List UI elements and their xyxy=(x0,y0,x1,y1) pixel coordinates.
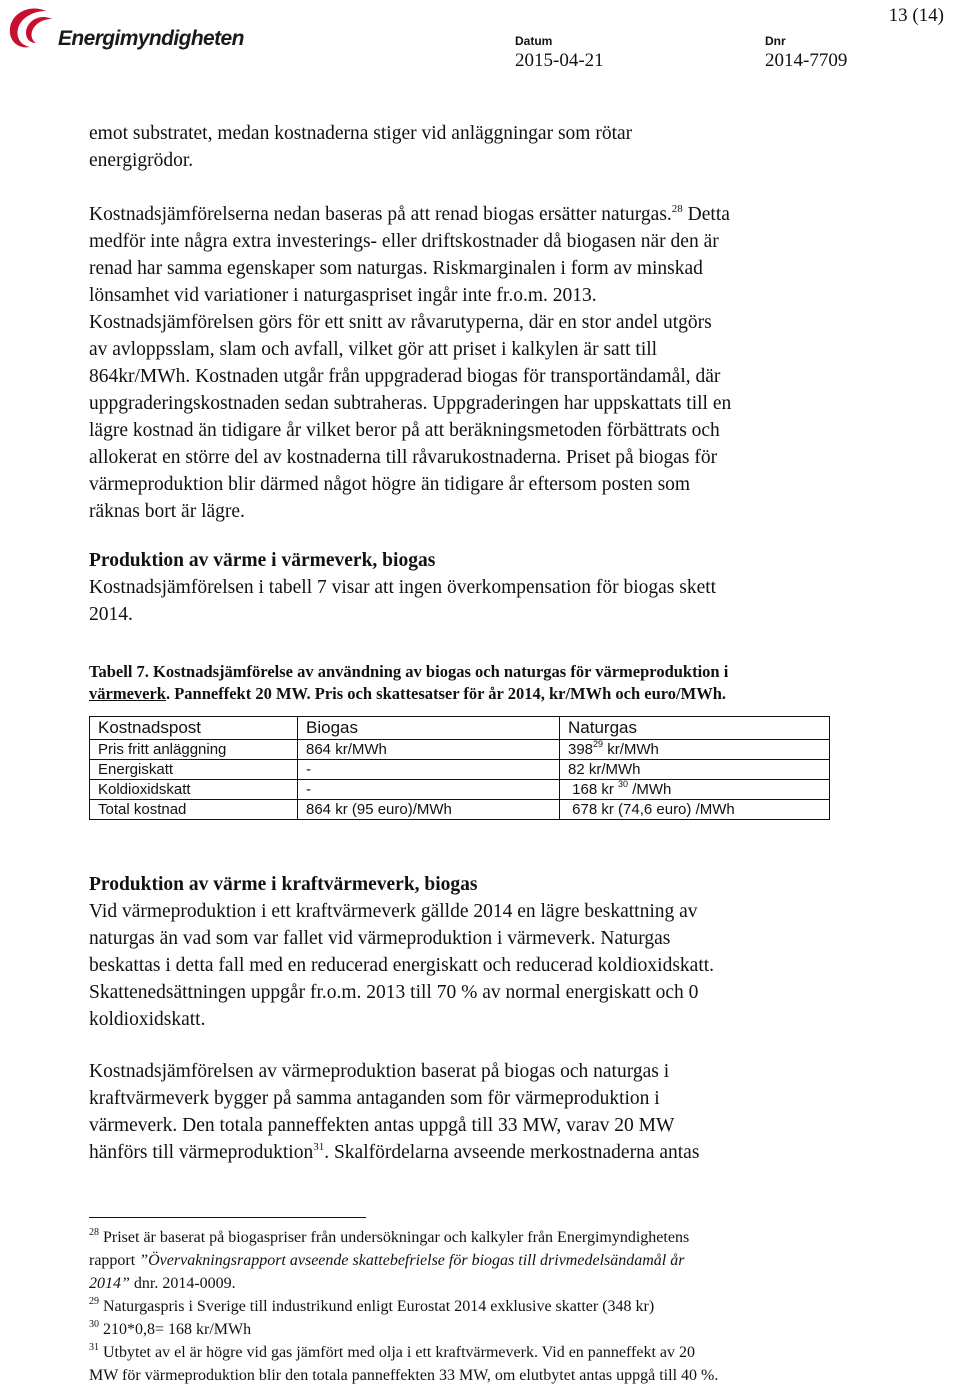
footnotes: $^{28}$ Priset är baserat på biogaspriser från undersökningar och kalkyler från Energimyndighetens rapport ”Övervakningsrapport avseende skattebefrielse för biogas till drivmedelsändamål år 2014” dnr. 2014-0009. $^{29}$ Naturgaspris i Sverige till industrikund enligt Eurostat 2014 exklusive skatter (348 kr) $^{30}$ 210*0,8= 168 kr/MWh $^{31}$ Utbytet av el är högre vid gas jämfört med olja i ett kraftvärmeverk. Vid en panneffekt av 20 MW för värmeproduktion blir den totala panneffekten 33 MW, om elutbytet antas uppgå till 40 %. xyxy=(89,1226,879,1387)
table-row: Pris fritt anläggning 864 kr/MWh $398^{29}$ kr/MWh xyxy=(90,740,830,760)
footnote-30: $^{30}$ 210*0,8= 168 kr/MWh xyxy=(89,1319,252,1338)
footnote-ref-31: 31 xyxy=(313,1141,325,1153)
paragraph-kraftvarme-assumptions: Kostnadsjämförelsen av värmeproduktion baserat på biogas och naturgas i kraftvärmeverk bygger på samma antaganden som för värmeproduktion i värmeverk. Den totala panneffekten antas uppgå till 33 MW, varav 20 MW hänförs till värmeproduktion$^{31}$. Skalfördelarna avseende merkostnaderna antas xyxy=(89,1061,700,1163)
logo-swoosh-icon xyxy=(6,5,58,51)
section-heading: Produktion av värme i värmeverk, biogas xyxy=(89,550,436,571)
table-row: Koldioxidskatt - 168 kr $^{30}$ /MWh xyxy=(90,780,830,800)
date-value: 2015-04-21 xyxy=(515,50,604,71)
date-label: Datum xyxy=(515,34,553,48)
table-header: Kostnadspost xyxy=(90,717,298,740)
logo-text: Energimyndigheten xyxy=(58,27,244,50)
footnote-divider xyxy=(89,1217,366,1218)
footnote-28: $^{28}$ Priset är baserat på biogaspriser från undersökningar och kalkyler från Energimyndighetens xyxy=(89,1227,690,1246)
cost-table xyxy=(89,716,830,820)
table-row: Total kostnad 864 kr (95 euro)/MWh 678 kr (74,6 euro) /MWh xyxy=(90,800,830,820)
footnote-31: $^{31}$ Utbytet av el är högre vid gas jämfört med olja i ett kraftvärmeverk. Vid en panneffekt av 20 xyxy=(89,1342,696,1361)
table-header: Naturgas xyxy=(560,717,830,740)
table-header-row xyxy=(90,717,830,740)
section-heading: Produktion av värme i kraftvärmeverk, biogas xyxy=(89,874,478,895)
section-varmeverk: Produktion av värme i värmeverk, biogas Kostnadsjämförelsen i tabell 7 visar att ingen överkompensation för biogas skett 2014. xyxy=(89,547,879,628)
table-caption: Tabell 7. Kostnadsjämförelse av användning av biogas och naturgas för värmeproduktion i värmeverk. Panneffekt 20 MW. Pris och skattesatser för år 2014, kr/MWh och euro/MWh. xyxy=(89,662,729,703)
dnr-value: 2014-7709 xyxy=(765,50,848,71)
dnr-label: Dnr xyxy=(765,34,786,48)
paragraph-cost-comparison: Kostnadsjämförelserna nedan baseras på att renad biogas ersätter naturgas.$^{28}$ Detta medför inte några extra investerings- eller driftskostnader då biogasen när den är renad har samma egenskaper som naturgas. Riskmarginalen i form av minskad lönsamhet vid variationer i naturgaspriset ingår inte fr.o.m. 2013. Kostnadsjämförelsen görs för ett snitt av råvarutyperna, där en stor andel utgörs av avloppsslam, slam och avfall, vilket gör att priset i kalkylen är satt till 864kr/MWh. Kostnaden utgår från uppgraderad biogas för transportändamål, där uppgraderingskostnaden sedan subtraheras. Uppgraderingen har uppskattats till en lägre kostnad än tidigare år vilket beror på att beräkningsmetoden förbättrats och allokerat en större del av kostnaderna till råvarukostnaderna. Priset på biogas för värmeproduktion blir därmed något högre än tidigare år eftersom posten som räknas bort är lägre. xyxy=(89,203,732,522)
energimyndigheten-logo xyxy=(6,5,246,51)
page-number: 13 (14) xyxy=(888,5,944,26)
table-header: Biogas xyxy=(298,717,560,740)
table-row: Energiskatt - 82 kr/MWh xyxy=(90,760,830,780)
section-kraftvarmeverk: Produktion av värme i kraftvärmeverk, biogas Vid värmeproduktion i ett kraftvärmeverk gällde 2014 en lägre beskattning av naturgas än vad som var fallet vid värmeproduktion i värmeverk. Naturgas beskattas i detta fall med en reducerad energiskatt och reducerad koldioxidskatt. Skattenedsättningen uppgår fr.o.m. 2013 till 70 % av normal energiskatt och 0 koldioxidskatt. xyxy=(89,871,879,1033)
footnote-29: $^{29}$ Naturgaspris i Sverige till industrikund enligt Eurostat 2014 exklusive skatter (348 kr) xyxy=(89,1296,655,1315)
footnote-ref-28: 28 xyxy=(671,203,683,215)
paragraph-intro: emot substratet, medan kostnaderna stiger vid anläggningar som rötar energigrödor. xyxy=(89,123,633,171)
